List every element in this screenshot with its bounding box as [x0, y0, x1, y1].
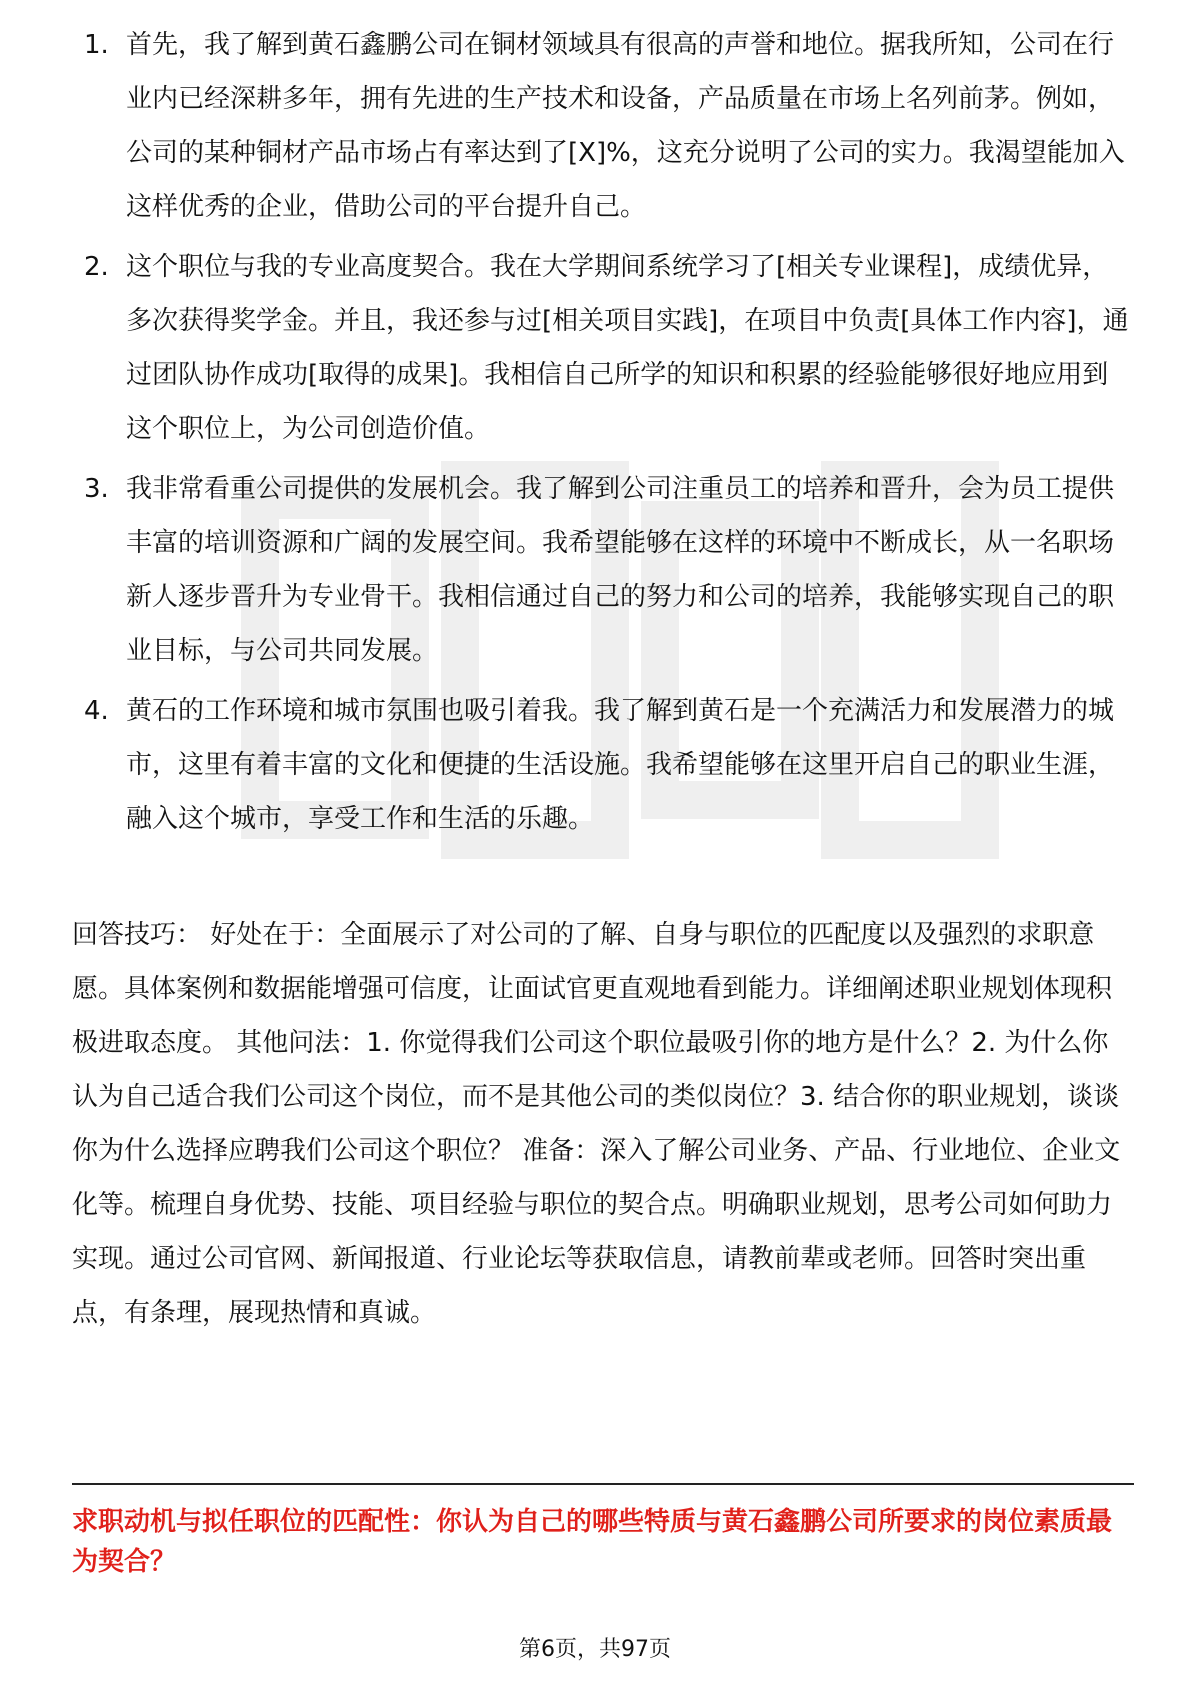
- list-item: [70, 462, 1130, 678]
- section-divider: [72, 1483, 1134, 1485]
- list-text: 这个职位与我的专业高度契合。我在大学期间系统学习了[相关专业课程]，成绩优异，多次获得奖学金。并且，我还参与过[相关项目实践]，在项目中负责[具体工作内容]，通过团队协作成功[取得的成果]。我相信自己所学的知识和积累的经验能够很好地应用到这个职位上，为公司创造价值。: [126, 252, 1129, 444]
- list-item: [70, 240, 1130, 456]
- list-text: 首先，我了解到黄石鑫鹏公司在铜材领域具有很高的声誉和地位。据我所知，公司在行业内已经深耕多年，拥有先进的生产技术和设备，产品质量在市场上名列前茅。例如，公司的某种铜材产品市场占有率达到了[X]%，这充分说明了公司的实力。我渴望能加入这样优秀的企业，借助公司的平台提升自己。: [126, 30, 1125, 222]
- list-item: [70, 684, 1130, 846]
- list-number: 2.: [84, 252, 109, 282]
- list-number: 4.: [84, 696, 109, 726]
- list-number: 3.: [84, 474, 109, 504]
- next-question-heading: 求职动机与拟任职位的匹配性：你认为自己的哪些特质与黄石鑫鹏公司所要求的岗位素质最为契合？: [72, 1507, 1113, 1577]
- list-item: [70, 18, 1130, 234]
- list-text: 黄石的工作环境和城市氛围也吸引着我。我了解到黄石是一个充满活力和发展潜力的城市，这里有着丰富的文化和便捷的生活设施。我希望能够在这里开启自己的职业生涯，融入这个城市，享受工作和生活的乐趣。: [126, 696, 1115, 834]
- page-number-footer: 第6页，共97页: [519, 1637, 671, 1662]
- list-number: 1.: [84, 30, 109, 60]
- answer-tips-paragraph: 回答技巧： 好处在于：全面展示了对公司的了解、自身与职位的匹配度以及强烈的求职意愿。具体案例和数据能增强可信度，让面试官更直观地看到能力。详细阐述职业规划体现积极进取态度。 其他问法：1. 你觉得我们公司这个职位最吸引你的地方是什么？2. 为什么你认为自己适合我们公司这个岗位，而不是其他公司的类似岗位？3. 结合你的职业规划，谈谈你为什么选择应聘我们公司这个职位？ 准备：深入了解公司业务、产品、行业地位、企业文化等。梳理自身优势、技能、项目经验与职位的契合点。明确职业规划，思考公司如何助力实现。通过公司官网、新闻报道、行业论坛等获取信息，请教前辈或老师。回答时突出重点，有条理，展现热情和真诚。: [72, 920, 1121, 1328]
- list-text: 我非常看重公司提供的发展机会。我了解到公司注重员工的培养和晋升，会为员工提供丰富的培训资源和广阔的发展空间。我希望能够在这样的环境中不断成长，从一名职场新人逐步晋升为专业骨干。我相信通过自己的努力和公司的培养，我能够实现自己的职业目标，与公司共同发展。: [126, 474, 1115, 666]
- answer-list: [70, 30, 1130, 852]
